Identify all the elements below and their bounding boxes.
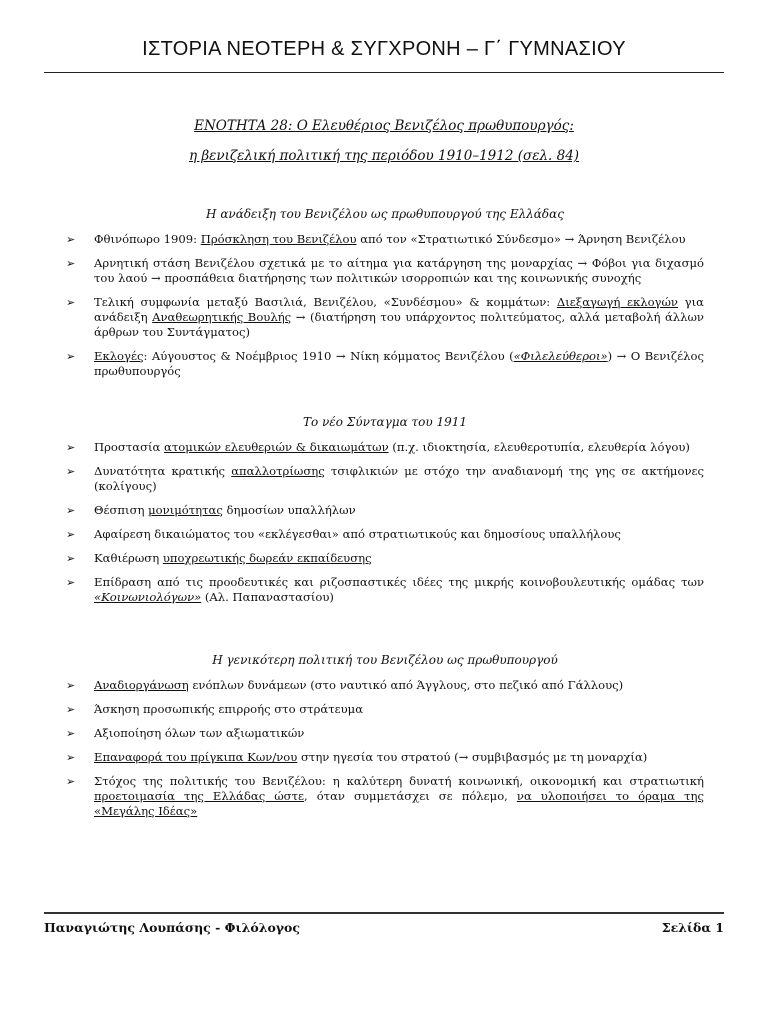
text-segment: Φθινόπωρο 1909:	[94, 232, 201, 246]
emphasized-text: Πρόσκληση του Βενιζέλου	[200, 232, 357, 246]
bullet-list	[66, 440, 704, 605]
text-segment: Άσκηση προσωπικής επιρροής στο στράτευμα	[94, 702, 364, 716]
list-item	[66, 295, 704, 340]
text-segment: Αξιοποίηση όλων των αξιωματικών	[94, 726, 305, 740]
arrow-bullet-icon: ➢	[66, 679, 76, 692]
emphasized-text: Εκλογές	[94, 349, 144, 363]
text-segment: Δυνατότητα κρατικής	[94, 464, 232, 478]
list-item-text	[94, 750, 647, 764]
arrow-bullet-icon: ➢	[66, 504, 76, 517]
section-heading: Η γενικότερη πολιτική του Βενιζέλου ως πρωθυπουργού	[212, 653, 558, 667]
list-item-text	[94, 551, 372, 565]
arrow-bullet-icon: ➢	[66, 233, 76, 246]
emphasized-text: «Φιλελεύθεροι»	[513, 349, 608, 363]
text-segment: (Αλ. Παπαναστασίου)	[201, 590, 334, 604]
emphasized-text: Επαναφορά του πρίγκιπα Κων/νου	[94, 750, 298, 764]
list-item	[66, 440, 704, 455]
emphasized-text: προετοιμασία της Ελλάδας ώστε	[94, 789, 304, 803]
list-item-text	[94, 726, 304, 740]
emphasized-text: «Κοινωνιολόγων»	[94, 590, 202, 604]
text-segment: (π.χ. ιδιοκτησία, ελευθεροτυπία, ελευθερία λόγου)	[388, 440, 690, 454]
emphasized-text: να υλοποιήσει το όραμα της «Μεγάλης Ιδέας»	[94, 789, 704, 818]
text-segment: Στόχος της πολιτικής του Βενιζέλου: η καλύτερη δυνατή κοινωνική, οικονομική και στρατιωτική	[94, 774, 704, 788]
arrow-bullet-icon: ➢	[66, 576, 76, 589]
text-segment: τσιφλικιών με στόχο την αναδιανομή της γης σε ακτήμονες (κολίγους)	[94, 464, 704, 493]
emphasized-text: Αναδιοργάνωση	[94, 678, 189, 692]
text-segment: Αφαίρεση δικαιώματος του «εκλέγεσθαι» από στρατιωτικούς και δημοσίους υπαλλήλους	[94, 527, 621, 541]
text-segment: για ανάδειξη	[94, 295, 704, 324]
text-segment: ενόπλων δυνάμεων (στο ναυτικό από Άγγλους, στο πεζικό από Γάλλους)	[188, 678, 624, 692]
header-divider	[44, 72, 724, 73]
footer-divider	[44, 912, 724, 914]
list-item	[66, 726, 704, 741]
text-segment: : Αύγουστος & Νοέμβριος 1910 → Νίκη κόμματος Βενιζέλου (	[143, 349, 514, 363]
arrow-bullet-icon: ➢	[66, 552, 76, 565]
list-item	[66, 527, 704, 542]
list-item-text	[94, 503, 356, 517]
list-item-text	[94, 774, 704, 818]
section-venizelos-rise	[66, 206, 704, 388]
list-item	[66, 232, 704, 247]
text-segment: , όταν συμμετάσχει σε πόλεμο,	[304, 789, 517, 803]
unit-title-line-2: η βενιζελική πολιτική της περιόδου 1910–1912 (σελ. 84)	[188, 148, 580, 164]
list-item-text	[94, 678, 623, 692]
arrow-bullet-icon: ➢	[66, 296, 76, 309]
list-item	[66, 575, 704, 605]
text-segment: από τον «Στρατιωτικό Σύνδεσμο» → Άρνηση Βενιζέλου	[356, 232, 686, 246]
footer-page-number: Σελίδα 1	[661, 920, 724, 935]
section-general-policy	[66, 652, 704, 828]
emphasized-text: Αναθεωρητικής Βουλής	[152, 310, 292, 324]
arrow-bullet-icon: ➢	[66, 350, 76, 363]
arrow-bullet-icon: ➢	[66, 528, 76, 541]
emphasized-text: υποχρεωτικής δωρεάν εκπαίδευσης	[162, 551, 372, 565]
list-item	[66, 503, 704, 518]
list-item-text	[94, 702, 363, 716]
footer-author: Παναγιώτης Λουπάσης - Φιλόλογος	[44, 920, 301, 935]
list-item-text	[94, 527, 621, 541]
emphasized-text: ατομικών ελευθεριών & δικαιωμάτων	[164, 440, 389, 454]
list-item-text	[94, 464, 704, 493]
section-constitution-1911	[66, 414, 704, 614]
text-segment: δημοσίων υπαλλήλων	[222, 503, 356, 517]
list-item	[66, 678, 704, 693]
text-segment: Τελική συμφωνία μεταξύ Βασιλιά, Βενιζέλου, «Συνδέσμου» & κομμάτων:	[94, 295, 557, 309]
text-segment: Αρνητική στάση Βενιζέλου σχετικά με το αίτημα για κατάργηση της μοναρχίας → Φόβοι για διχασμό του λαού → προσπάθεια διατήρησης των πολιτικών ισορροπιών και της κοινωνικής συνοχής	[94, 256, 704, 285]
list-item-text	[94, 575, 704, 604]
list-item	[66, 256, 704, 286]
emphasized-text: Διεξαγωγή εκλογών	[556, 295, 678, 309]
list-item	[66, 750, 704, 765]
unit-title-line-1: ΕΝΟΤΗΤΑ 28: Ο Ελευθέριος Βενιζέλος πρωθυπουργός:	[194, 118, 574, 134]
arrow-bullet-icon: ➢	[66, 465, 76, 478]
emphasized-text: μονιμότητας	[148, 503, 223, 517]
text-segment: → (διατήρηση του υπάρχοντος πολιτεύματος, αλλά μεταβολή άλλων άρθρων του Συντάγματος)	[94, 310, 704, 339]
list-item	[66, 774, 704, 819]
arrow-bullet-icon: ➢	[66, 751, 76, 764]
arrow-bullet-icon: ➢	[66, 727, 76, 740]
text-segment: Θέσπιση	[94, 503, 149, 517]
text-segment: Επίδραση από τις προοδευτικές και ριζοσπαστικές ιδέες της μικρής κοινοβουλευτικής ομάδας των	[94, 575, 704, 589]
arrow-bullet-icon: ➢	[66, 257, 76, 270]
list-item	[66, 349, 704, 379]
bullet-list	[66, 232, 704, 379]
page-header-title: ΙΣΤΟΡΙΑ ΝΕΟΤΕΡΗ & ΣΥΓΧΡΟΝΗ – Γ΄ ΓΥΜΝΑΣΙΟΥ	[142, 38, 626, 60]
list-item-text	[94, 256, 704, 285]
arrow-bullet-icon: ➢	[66, 441, 76, 454]
bullet-list	[66, 678, 704, 819]
text-segment: Προστασία	[94, 440, 165, 454]
list-item	[66, 464, 704, 494]
list-item-text	[94, 232, 686, 246]
list-item	[66, 702, 704, 717]
list-item-text	[94, 295, 704, 339]
text-segment: ) → Ο Βενιζέλος πρωθυπουργός	[94, 349, 705, 378]
list-item	[66, 551, 704, 566]
text-segment: Καθιέρωση	[94, 551, 163, 565]
text-segment: στην ηγεσία του στρατού (→ συμβιβασμός με τη μοναρχία)	[297, 750, 648, 764]
arrow-bullet-icon: ➢	[66, 775, 76, 788]
list-item-text	[94, 349, 704, 378]
arrow-bullet-icon: ➢	[66, 703, 76, 716]
emphasized-text: απαλλοτρίωσης	[231, 464, 325, 478]
section-heading: Το νέο Σύνταγμα του 1911	[302, 415, 468, 429]
section-heading: Η ανάδειξη του Βενιζέλου ως πρωθυπουργού της Ελλάδας	[206, 207, 564, 221]
list-item-text	[94, 440, 690, 454]
